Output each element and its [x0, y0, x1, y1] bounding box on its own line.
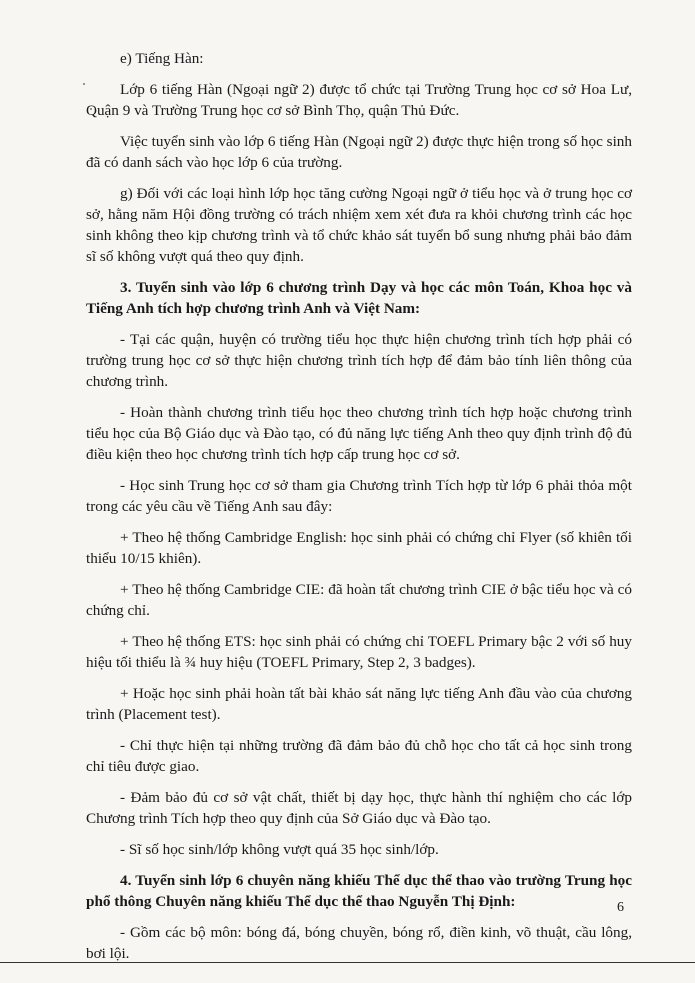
bullet-paragraph: - Gồm các bộ môn: bóng đá, bóng chuyền, bóng rổ, điền kinh, võ thuật, cầu lông, bơi lội. — [86, 924, 632, 962]
paragraph: Lớp 6 tiếng Hàn (Ngoại ngữ 2) được tổ chức tại Trường Trung học cơ sở Hoa Lư, Quận 9 và Trường Trung học cơ sở Bình Thọ, quận Thủ Đức. — [86, 81, 632, 119]
bullet-paragraph: - Hoàn thành chương trình tiểu học theo chương trình tích hợp hoặc chương trình tiểu học của Bộ Giáo dục và Đào tạo, có đủ năng lực tiếng Anh theo quy định trình độ đủ điều kiện theo học chương trình tích hợp cấp trung học cơ sở. — [86, 404, 632, 463]
page-number: 6 — [617, 900, 624, 915]
sub-bullet-paragraph: + Theo hệ thống ETS: học sinh phải có chứng chỉ TOEFL Primary bậc 2 với số huy hiệu tối thiểu là ¾ huy hiệu (TOEFL Primary, Step 2, 3 badges). — [86, 633, 632, 671]
bullet-paragraph: - Chỉ thực hiện tại những trường đã đảm bảo đủ chỗ học cho tất cả học sinh trong chỉ tiêu được giao. — [86, 737, 632, 775]
footer-rule — [0, 962, 695, 963]
bullet-paragraph: - Sĩ số học sinh/lớp không vượt quá 35 học sinh/lớp. — [120, 841, 439, 858]
sub-bullet-paragraph: + Theo hệ thống Cambridge English: học sinh phải có chứng chỉ Flyer (số khiên tối thiểu 10/15 khiên). — [86, 529, 632, 567]
paragraph: g) Đối với các loại hình lớp học tăng cường Ngoại ngữ ở tiểu học và ở trung học cơ sở, hằng năm Hội đồng trường có trách nhiệm xem xét đưa ra khỏi chương trình các học sinh không theo kịp chương trình và tổ chức khảo sát tuyển bổ sung nhưng phải bảo đảm sĩ số không vượt quá theo quy định. — [86, 185, 632, 265]
bullet-paragraph: - Đảm bảo đủ cơ sở vật chất, thiết bị dạy học, thực hành thí nghiệm cho các lớp Chương trình Tích hợp theo quy định của Sở Giáo dục và Đào tạo. — [86, 789, 632, 827]
subsection-label: e) Tiếng Hàn: — [120, 50, 204, 67]
bullet-paragraph: - Học sinh Trung học cơ sở tham gia Chương trình Tích hợp từ lớp 6 phải thỏa một trong các yêu cầu về Tiếng Anh sau đây: — [86, 477, 632, 515]
sub-bullet-paragraph: + Hoặc học sinh phải hoàn tất bài khảo sát năng lực tiếng Anh đầu vào của chương trình (Placement test). — [86, 685, 632, 723]
bullet-paragraph: - Tại các quận, huyện có trường tiểu học thực hiện chương trình tích hợp phải có trường trung học cơ sở thực hiện chương trình tích hợp để đảm bảo tính liên thông của chương trình. — [86, 331, 632, 390]
section-heading: 4. Tuyển sinh lớp 6 chuyên năng khiếu Thể dục thể thao vào trường Trung học phổ thông Chuyên năng khiếu Thể dục thể thao Nguyễn Thị Định: — [86, 872, 632, 910]
scan-speck — [83, 83, 85, 85]
paragraph: Việc tuyển sinh vào lớp 6 tiếng Hàn (Ngoại ngữ 2) được thực hiện trong số học sinh đã có danh sách vào học lớp 6 của trường. — [86, 133, 632, 171]
document-body — [86, 48, 632, 974]
sub-bullet-paragraph: + Theo hệ thống Cambridge CIE: đã hoàn tất chương trình CIE ở bậc tiểu học và có chứng chỉ. — [86, 581, 632, 619]
section-heading: 3. Tuyển sinh vào lớp 6 chương trình Dạy và học các môn Toán, Khoa học và Tiếng Anh tích hợp chương trình Anh và Việt Nam: — [86, 279, 632, 317]
